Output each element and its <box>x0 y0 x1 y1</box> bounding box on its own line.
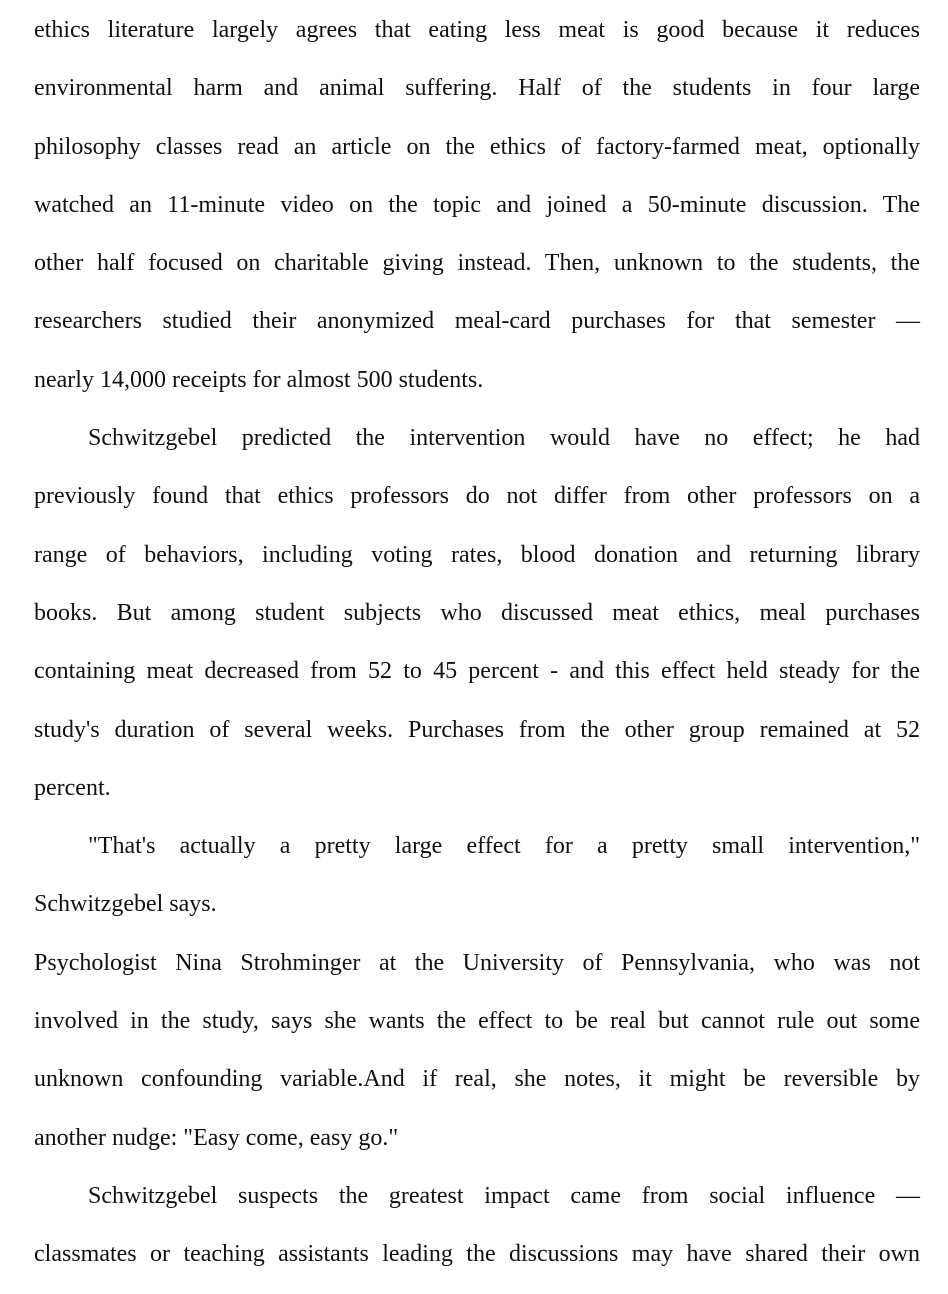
text-line: percent. <box>34 774 111 801</box>
text-line: researchers studied their anonymized meal-card purchases for that semester — <box>34 308 920 335</box>
paragraph <box>34 817 920 934</box>
text-line: philosophy classes read an article on the ethics of factory-farmed meat, optionally <box>34 133 920 160</box>
text-line: another nudge: "Easy come, easy go." <box>34 1124 399 1151</box>
paragraph <box>34 1167 920 1284</box>
text-line: "That's actually a pretty large effect for a pretty small intervention," <box>88 833 920 860</box>
paragraph <box>34 409 920 817</box>
text-line: books. But among student subjects who discussed meat ethics, meal purchases <box>34 599 920 626</box>
text-line: Psychologist Nina Strohminger at the University of Pennsylvania, who was not <box>34 949 920 976</box>
paragraph <box>34 934 920 1167</box>
document-body <box>34 1 920 1284</box>
text-line: involved in the study, says she wants the effect to be real but cannot rule out some <box>34 1008 920 1035</box>
text-line: other half focused on charitable giving instead. Then, unknown to the students, the <box>34 250 920 277</box>
text-line: study's duration of several weeks. Purchases from the other group remained at 52 <box>34 716 920 743</box>
text-line: Schwitzgebel suspects the greatest impact came from social influence — <box>88 1182 920 1209</box>
text-line: containing meat decreased from 52 to 45 percent - and this effect held steady for the <box>34 658 920 685</box>
text-line: Schwitzgebel says. <box>34 891 217 918</box>
text-line: classmates or teaching assistants leading the discussions may have shared their own <box>34 1241 920 1268</box>
text-line: previously found that ethics professors do not differ from other professors on a <box>34 483 920 510</box>
text-line: unknown confounding variable.And if real, she notes, it might be reversible by <box>34 1066 920 1093</box>
text-line: range of behaviors, including voting rates, blood donation and returning library <box>34 541 920 568</box>
text-line: nearly 14,000 receipts for almost 500 students. <box>34 366 484 393</box>
text-line: environmental harm and animal suffering. Half of the students in four large <box>34 75 920 102</box>
text-line: ethics literature largely agrees that eating less meat is good because it reduces <box>34 17 920 43</box>
paragraph <box>34 1 920 409</box>
text-line: watched an 11-minute video on the topic and joined a 50-minute discussion. The <box>34 191 920 218</box>
text-line: Schwitzgebel predicted the intervention would have no effect; he had <box>88 425 920 452</box>
